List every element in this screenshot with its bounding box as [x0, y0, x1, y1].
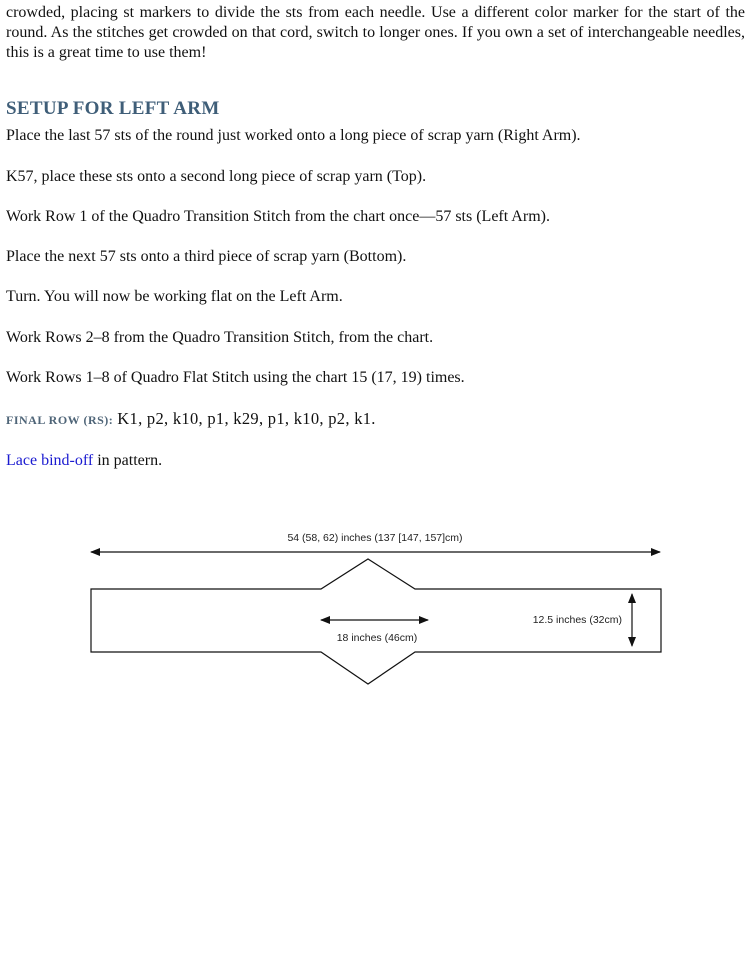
step-turn: Turn. You will now be working flat on the Left Arm. [6, 288, 343, 305]
step-work-row-1: Work Row 1 of the Quadro Transition Stitch from the chart once—57 sts (Left Arm). [6, 208, 550, 225]
intro-paragraph: crowded, placing st markers to divide the sts from each needle. Use a different color marker for the start of the round. As the stitches get crowded on that cord, switch to longer ones. If you own a set of interchangeable needles, this is a great time to use them! [6, 4, 745, 61]
shawl-schematic [84, 526, 670, 692]
step-place-right-arm: Place the last 57 sts of the round just worked onto a long piece of scrap yarn (Right Arm). [6, 127, 581, 144]
final-row [6, 409, 745, 430]
width-label: 54 (58, 62) inches (137 [147, 157]cm) [287, 532, 463, 544]
step-work-rows-2-8: Work Rows 2–8 from the Quadro Transition Stitch, from the chart. [6, 329, 434, 346]
bind-off-rest: in pattern. [93, 452, 163, 469]
step-place-bottom: Place the next 57 sts onto a third piece of scrap yarn (Bottom). [6, 248, 407, 265]
step-place-top: K57, place these sts onto a second long piece of scrap yarn (Top). [6, 168, 427, 185]
bind-off-line [6, 451, 745, 471]
center-width-label: 18 inches (46cm) [336, 632, 418, 644]
lace-bind-off-link[interactable]: Lace bind-off [6, 452, 94, 469]
step-work-rows-1-8: Work Rows 1–8 of Quadro Flat Stitch using the chart 15 (17, 19) times. [6, 369, 465, 386]
final-row-text: K1, p2, k10, p1, k29, p1, k10, p2, k1. [117, 409, 376, 428]
section-heading: SETUP FOR LEFT ARM [6, 98, 220, 119]
final-row-label: FINAL ROW (RS): [6, 413, 114, 427]
height-label: 12.5 inches (32cm) [532, 614, 622, 626]
